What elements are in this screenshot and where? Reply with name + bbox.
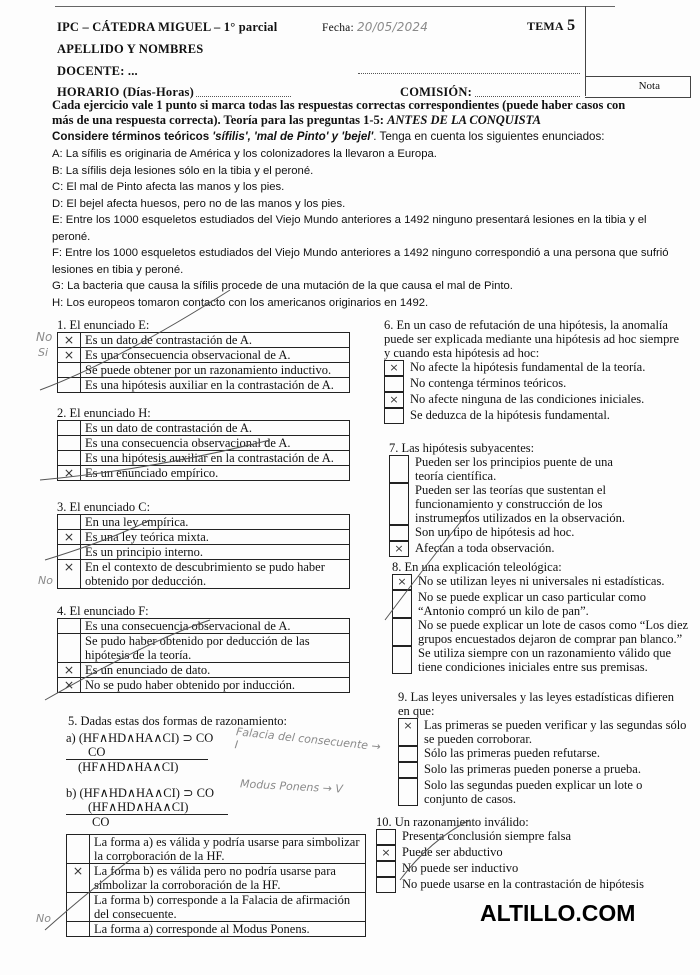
form-a-premise: a) (HF∧HD∧HA∧CI) ⊃ CO — [66, 731, 214, 745]
form-a-premise2: CO — [66, 745, 208, 760]
form-b-premise: b) (HF∧HD∧HA∧CI) ⊃ CO — [66, 786, 214, 800]
option-text: Se pudo haber obtenido por deducción de las hipótesis de la teoría. — [81, 634, 350, 663]
answer-checkbox[interactable]: × — [389, 541, 409, 557]
statement: E: Entre los 1000 esqueletos estudiados del Viejo Mundo anteriores a 1492 ninguno presentará lesiones en la tibia y el peroné. — [52, 214, 647, 243]
statement: B: La sífilis deja lesiones sólo en la tibia y el peroné. — [52, 164, 314, 177]
form-b-conclusion: CO — [92, 815, 110, 829]
option-text: La forma b) corresponde a la Falacia de afirmación del consecuente. — [90, 893, 366, 922]
option-text: No se puede explicar un lote de casos como “Los diez grupos encuestados dejaron de comprar pan blanco.” — [418, 618, 689, 646]
answer-checkbox[interactable]: × — [376, 845, 396, 861]
question-title: 9. Las leyes universales y las leyes estadísticas difieren en que: — [398, 690, 674, 718]
margin-note: No — [36, 330, 53, 344]
question-title: 1. El enunciado E: — [57, 318, 150, 332]
tema-label: TEMA — [527, 19, 564, 33]
question-title: 10. Un razonamiento inválido: — [376, 815, 529, 829]
instructions-line: Cada ejercicio vale 1 punto si marca todas las respuestas correctas correspondientes (puede haber casos con — [52, 98, 626, 112]
option-text: No contenga términos teóricos. — [410, 376, 567, 390]
margin-note: Si — [38, 346, 49, 359]
answer-checkbox[interactable]: × — [58, 560, 81, 589]
question-title: 3. El enunciado C: — [57, 500, 151, 514]
answer-checkbox[interactable]: × — [384, 392, 404, 408]
statement: A: La sífilis es originaria de América y los colonizadores la llevaron a Europa. — [52, 148, 437, 160]
answer-checkbox[interactable]: × — [58, 466, 81, 481]
handwritten-note-a: Falacia del consecuente → I — [234, 725, 382, 754]
option-text: Es una ley teórica mixta. — [81, 530, 350, 545]
option-text: La forma b) es válida pero no podría usarse para simbolizar la corroboración de la HF. — [90, 864, 366, 893]
option-text: Es un dato de contrastación de A. — [81, 421, 350, 436]
question-title: 6. En un caso de refutación de una hipótesis, la anomalía puede ser explicada mediante una hipótesis ad hoc siempre y cuando esta hipótesis ad hoc: — [384, 318, 680, 360]
option-text: Es una hipótesis auxiliar en la contrastación de A. — [81, 378, 350, 393]
theory-title: ANTES DE LA CONQUISTA — [387, 113, 541, 127]
option-text: Son un tipo de hipótesis ad hoc. — [415, 525, 575, 539]
option-text: Las primeras se pueden verificar y las segundas sólo se pueden corroborar. — [424, 718, 687, 746]
option-text: Pueden ser los principios puente de una teoría científica. — [415, 455, 613, 483]
consider-label: Considere términos teóricos — [52, 130, 213, 143]
answer-checkbox[interactable]: × — [58, 348, 81, 363]
answer-checkbox[interactable]: × — [58, 333, 81, 348]
option-text: No se utilizan leyes ni universales ni estadísticas. — [418, 574, 665, 588]
option-text: Es una consecuencia observacional de A. — [81, 619, 350, 634]
statement: G: La bacteria que causa la sífilis procede de una mutación de la que causa el mal de Pinto. — [52, 280, 513, 292]
theoretical-terms: 'sífilis', 'mal de Pinto' y 'bejel' — [212, 130, 374, 143]
answer-checkbox[interactable]: × — [58, 678, 81, 693]
margin-note: No — [36, 912, 51, 925]
statement: D: El bejel afecta huesos, pero no de las manos y los pies. — [52, 197, 346, 210]
consider-tail: . Tenga en cuenta los siguientes enunciados: — [373, 130, 605, 143]
option-text: Solo las primeras pueden ponerse a prueba. — [424, 762, 641, 776]
statement: H: Los europeos tomaron contacto con los americanos originarios en 1492. — [52, 296, 429, 309]
option-text: Es una hipótesis auxiliar en la contrastación de A. — [81, 451, 350, 466]
instructions-line: más de una respuesta correcta). Teoría para las preguntas 1-5: — [52, 113, 388, 127]
option-text: Solo las segundas pueden explicar un lote o conjunto de casos. — [424, 778, 643, 806]
question-title: 2. El enunciado H: — [57, 406, 151, 420]
option-text: No se pudo haber obtenido por inducción. — [81, 678, 350, 693]
exam-title: IPC – CÁTEDRA MIGUEL – 1° parcial — [57, 20, 278, 34]
question-title: 8. En una explicación teleológica: — [392, 560, 562, 574]
option-text: Es un dato de contrastación de A. — [81, 333, 350, 348]
q5-title: 5. Dadas estas dos formas de razonamiento: — [68, 714, 288, 728]
answer-checkbox[interactable]: × — [392, 574, 412, 590]
form-a-conclusion: (HF∧HD∧HA∧CI) — [78, 760, 179, 774]
option-text: Sólo las primeras pueden refutarse. — [424, 746, 600, 760]
apellido-label: APELLIDO Y NOMBRES — [57, 42, 204, 56]
option-text: Se utiliza siempre con un razonamiento válido que tiene condiciones iniciales entre sus premisas. — [418, 646, 672, 674]
statement: C: El mal de Pinto afecta las manos y los pies. — [52, 181, 285, 193]
option-text: No puede ser inductivo — [402, 861, 519, 875]
option-text: En una ley empírica. — [81, 515, 350, 530]
option-text: No puede usarse en la contrastación de hipótesis — [402, 877, 644, 891]
statement: F: Entre los 1000 esqueletos estudiados del Viejo Mundo anteriores a 1492 ninguno correspondió a una persona que sufrió lesiones en tibia y peroné. — [52, 247, 669, 276]
option-text: No afecte ninguna de las condiciones iniciales. — [410, 392, 645, 406]
tema-value: 5 — [567, 17, 576, 34]
answer-checkbox[interactable]: × — [398, 718, 418, 746]
option-text: Es un enunciado de dato. — [81, 663, 350, 678]
answer-checkbox[interactable]: × — [58, 530, 81, 545]
option-text: La forma a) corresponde al Modus Ponens. — [90, 922, 366, 937]
option-text: En el contexto de descubrimiento se pudo haber obtenido por deducción. — [81, 560, 350, 589]
answer-checkbox[interactable]: × — [67, 864, 90, 893]
option-text: Puede ser abductivo — [402, 845, 503, 859]
option-text: Pueden ser las teorías que sustentan el funcionamiento y construcción de los instrumentos utilizados en la observación. — [415, 483, 626, 525]
nota-label: Nota — [638, 80, 660, 92]
option-text: Se puede obtener por un razonamiento inductivo. — [81, 363, 350, 378]
fecha-value: 20/05/2024 — [356, 20, 429, 34]
fecha-label: Fecha: — [322, 22, 354, 34]
option-text: Es un enunciado empírico. — [81, 466, 350, 481]
answer-checkbox[interactable]: × — [58, 663, 81, 678]
option-text: Se deduzca de la hipótesis fundamental. — [410, 408, 610, 422]
horario-label: HORARIO (Días-Horas) — [57, 85, 194, 99]
question-title: 7. Las hipótesis subyacentes: — [389, 441, 535, 455]
margin-note: No — [38, 574, 53, 587]
form-b-premise2: (HF∧HD∧HA∧CI) — [66, 800, 228, 815]
option-text: Presenta conclusión siempre falsa — [402, 829, 572, 843]
option-text: No afecte la hipótesis fundamental de la teoría. — [410, 360, 646, 374]
answer-checkbox[interactable]: × — [384, 360, 404, 376]
docente-label: DOCENTE: ... — [57, 64, 138, 78]
option-text: Afectan a toda observación. — [415, 541, 555, 555]
option-text: Es una consecuencia observacional de A. — [81, 348, 350, 363]
altillo-watermark: ALTILLO.COM — [480, 900, 636, 926]
handwritten-note-b: Modus Ponens → V — [239, 777, 344, 796]
option-text: La forma a) es válida y podría usarse para simbolizar la corroboración de la HF. — [90, 835, 366, 864]
option-text: Es una consecuencia observacional de A. — [81, 436, 350, 451]
comision-label: COMISIÓN: — [400, 85, 472, 99]
question-title: 4. El enunciado F: — [57, 604, 149, 618]
option-text: Es un principio interno. — [81, 545, 350, 560]
option-text: No se puede explicar un caso particular como “Antonio compró un kilo de pan”. — [418, 590, 647, 618]
